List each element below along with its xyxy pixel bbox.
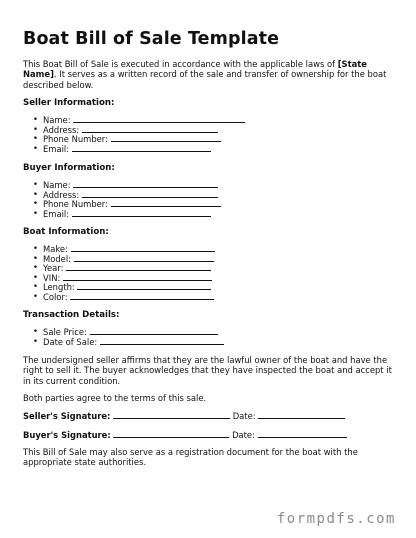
buyer-date-label: Date: xyxy=(232,430,255,440)
field-label: Phone Number: xyxy=(43,199,108,210)
field-label: Email: xyxy=(43,143,70,154)
date-of-sale-line[interactable] xyxy=(100,337,224,345)
buyer-phone-item xyxy=(23,199,221,209)
buyer-address-item xyxy=(23,190,221,200)
buyer-fields-list xyxy=(23,180,221,218)
boat-model-line[interactable] xyxy=(74,254,214,262)
buyer-name-item xyxy=(23,180,221,190)
buyer-signature-row xyxy=(23,430,347,440)
buyer-section-heading: Buyer Information: xyxy=(23,163,115,173)
field-label: Name: xyxy=(43,115,71,125)
field-label: Year: xyxy=(43,263,64,274)
boat-color-item xyxy=(23,292,215,302)
registration-note: This Bill of Sale may also serve as a registration document for the boat with the appropriate state authorities. xyxy=(23,447,358,468)
intro-text-end: . It serves as a written record of the sale and transfer of ownership for the boat described below. xyxy=(23,69,387,90)
site-watermark: formpdfs.com xyxy=(276,511,396,527)
seller-name-line[interactable] xyxy=(73,115,245,123)
seller-address-item xyxy=(23,125,245,135)
field-label: Address: xyxy=(43,124,80,135)
seller-signature-line[interactable] xyxy=(113,411,230,419)
boat-length-line[interactable] xyxy=(77,282,211,290)
seller-phone-line[interactable] xyxy=(111,134,221,142)
seller-phone-item xyxy=(23,134,245,144)
agreement-paragraph: Both parties agree to the terms of this sale. xyxy=(23,393,207,403)
field-label: Address: xyxy=(43,189,80,200)
seller-date-label: Date: xyxy=(232,411,256,421)
transaction-section-heading: Transaction Details: xyxy=(23,310,120,320)
buyer-phone-line[interactable] xyxy=(111,199,221,207)
field-label: Make: xyxy=(43,244,68,254)
seller-fields-list xyxy=(23,115,245,153)
seller-email-item xyxy=(23,144,245,154)
seller-name-item xyxy=(23,115,245,125)
boat-fields-list xyxy=(23,244,215,302)
buyer-signature-line[interactable] xyxy=(113,430,229,438)
field-label: Color: xyxy=(43,291,68,302)
affirmation-paragraph: The undersigned seller affirms that they are the lawful owner of the boat and have the right to sell it. The buyer acknowledges that they have inspected the boat and accept it in its current condition. xyxy=(23,355,392,386)
field-label: Name: xyxy=(43,180,71,190)
boat-make-item xyxy=(23,244,215,254)
seller-address-line[interactable] xyxy=(82,125,218,133)
date-of-sale-item xyxy=(23,337,224,347)
field-label: Email: xyxy=(43,208,70,219)
buyer-email-item xyxy=(23,209,221,219)
boat-vin-item xyxy=(23,273,215,283)
sale-price-line[interactable] xyxy=(90,327,218,335)
transaction-fields-list xyxy=(23,327,224,346)
boat-color-line[interactable] xyxy=(70,292,214,300)
state-name-placeholder: [State Name] xyxy=(23,59,367,80)
boat-year-line[interactable] xyxy=(66,263,211,271)
seller-section-heading: Seller Information: xyxy=(23,98,115,108)
intro-paragraph xyxy=(23,59,401,90)
field-label: Length: xyxy=(43,282,75,293)
field-label: Sale Price: xyxy=(43,327,87,337)
boat-make-line[interactable] xyxy=(71,244,215,252)
buyer-address-line[interactable] xyxy=(82,190,218,198)
buyer-date-line[interactable] xyxy=(258,430,347,438)
document-title: Boat Bill of Sale Template xyxy=(23,29,280,49)
field-label: VIN: xyxy=(43,272,61,283)
boat-section-heading: Boat Information: xyxy=(23,227,109,237)
field-label: Phone Number: xyxy=(43,134,108,145)
field-label: Date of Sale: xyxy=(43,336,98,347)
boat-year-item xyxy=(23,263,215,273)
seller-date-line[interactable] xyxy=(258,411,345,419)
boat-length-item xyxy=(23,282,215,292)
boat-vin-line[interactable] xyxy=(63,273,212,281)
sale-price-item xyxy=(23,327,224,337)
buyer-email-line[interactable] xyxy=(72,209,211,217)
seller-signature-row xyxy=(23,411,345,421)
field-label: Model: xyxy=(43,253,71,264)
boat-model-item xyxy=(23,254,215,264)
buyer-signature-label: Buyer's Signature: xyxy=(23,430,111,440)
intro-text-start: This Boat Bill of Sale is executed in accordance with the applicable laws of xyxy=(23,59,338,69)
buyer-name-line[interactable] xyxy=(73,180,218,188)
seller-signature-label: Seller's Signature: xyxy=(23,411,111,421)
seller-email-line[interactable] xyxy=(72,144,211,152)
